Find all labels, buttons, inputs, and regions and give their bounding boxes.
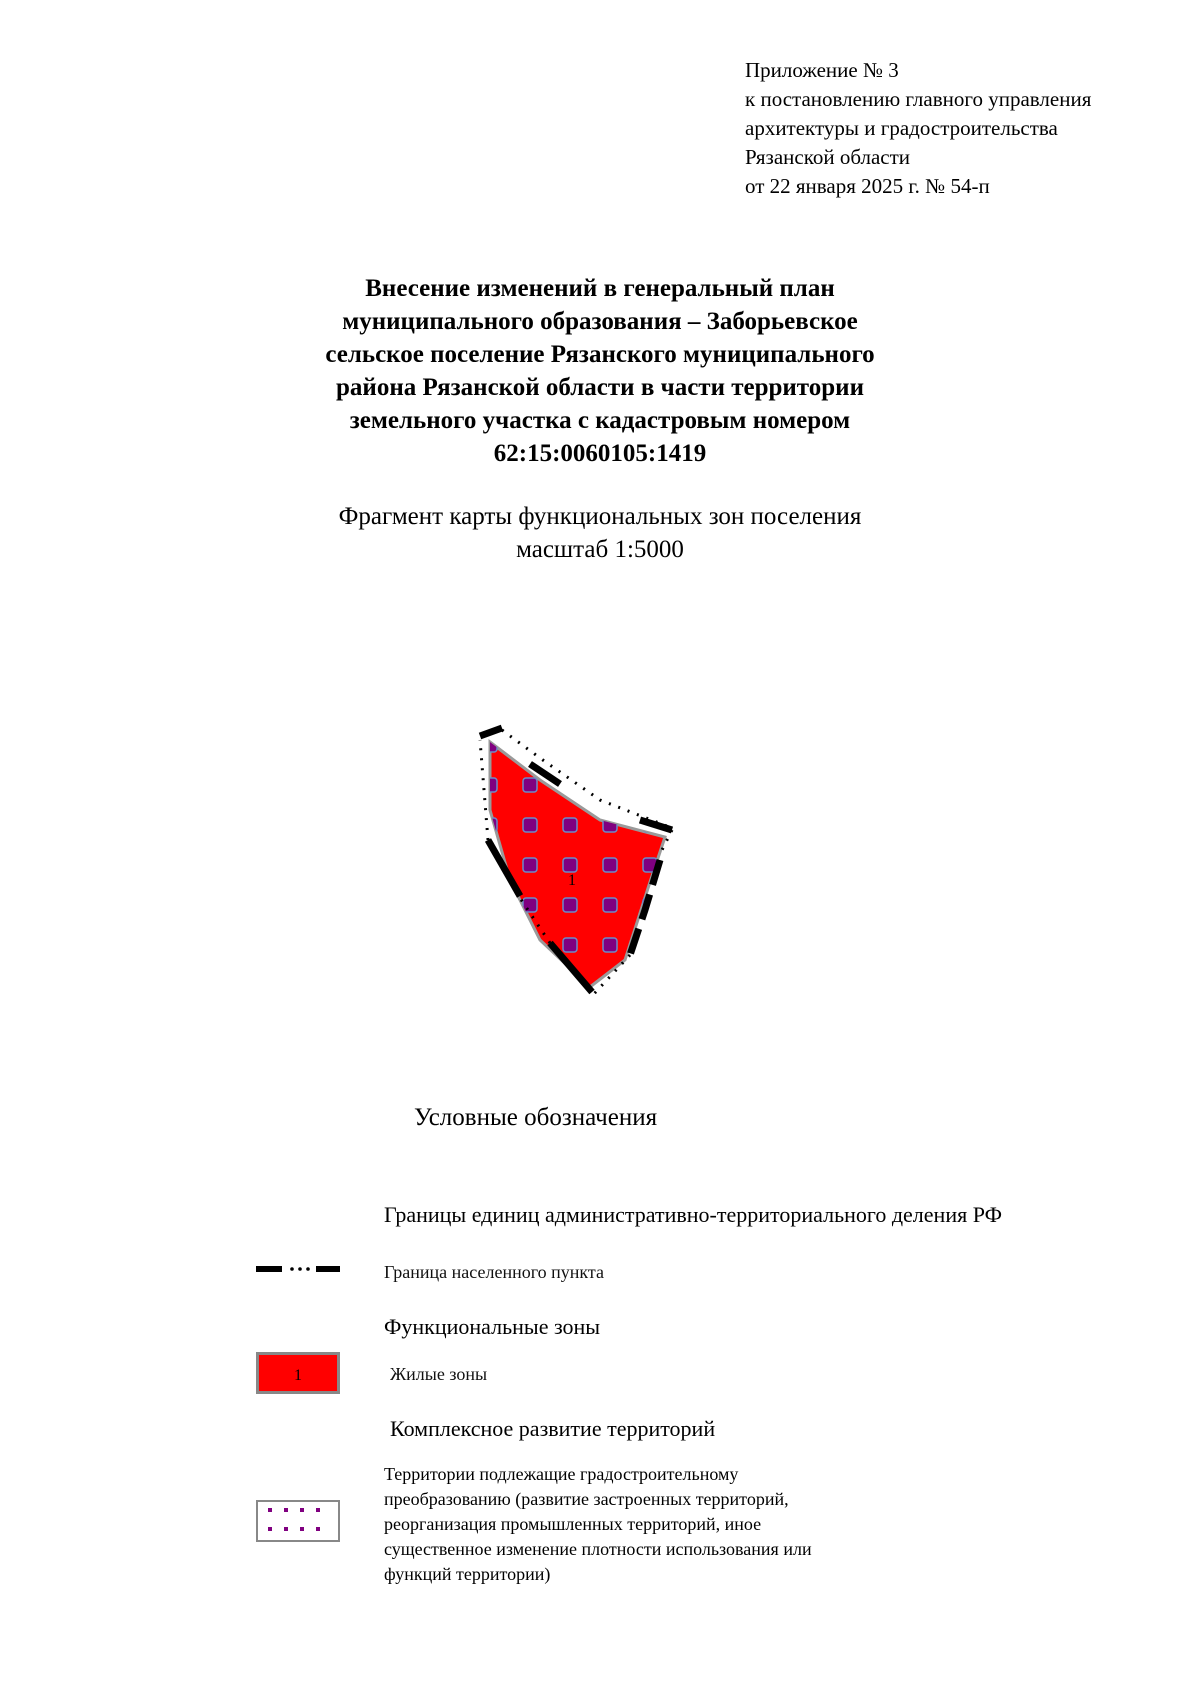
legend-complex-heading: Комплексное развитие территорий [390, 1416, 716, 1441]
development-dot [643, 738, 657, 752]
development-dot [523, 978, 537, 992]
development-dot [683, 818, 697, 832]
map-fragment [440, 700, 740, 1010]
title-line: Внесение изменений в генеральный план [365, 275, 835, 302]
development-dot [563, 858, 577, 872]
development-dot [683, 938, 697, 952]
subtitle-line: масштаб 1:5000 [516, 536, 684, 563]
development-dot [563, 778, 577, 792]
residential-symbol-number: 1 [294, 1367, 302, 1384]
development-dot [483, 898, 497, 912]
development-dot [603, 938, 617, 952]
development-dot [683, 858, 697, 872]
annex-line: архитектуры и градостроительства [745, 116, 1058, 140]
development-dot [523, 818, 537, 832]
development-dot [603, 978, 617, 992]
title-line: муниципального образования – Заборьевское [342, 308, 858, 335]
development-dot [523, 778, 537, 792]
development-dot [523, 858, 537, 872]
zone-number-label: 1 [568, 872, 576, 889]
description-line: существенное изменение плотности использования или [384, 1539, 812, 1559]
development-dot [523, 898, 537, 912]
legend-functional-heading: Функциональные зоны [384, 1314, 601, 1339]
development-dot [563, 738, 577, 752]
subtitle-line: Фрагмент карты функциональных зон поселения [338, 503, 862, 530]
development-dot [563, 818, 577, 832]
development-territory-symbol [256, 1500, 340, 1542]
annex-line: Приложение № 3 [745, 58, 899, 82]
development-dot [683, 898, 697, 912]
development-dot [483, 938, 497, 952]
title-line: района Рязанской области в части территории [336, 374, 864, 401]
development-dot [563, 898, 577, 912]
settlement-boundary-symbol [256, 1262, 340, 1276]
development-dot [563, 938, 577, 952]
legend-admin-heading: Границы единиц административно-территориального деления РФ [384, 1202, 1002, 1227]
development-dot [683, 738, 697, 752]
document-title [200, 272, 1000, 470]
title-line: 62:15:0060105:1419 [493, 440, 707, 467]
annex-line: к постановлению главного управления [745, 87, 1092, 111]
annex-line: Рязанской области [745, 145, 911, 169]
development-dot [603, 898, 617, 912]
development-dot [563, 978, 577, 992]
map-subtitle [200, 500, 1000, 566]
development-dot [643, 778, 657, 792]
development-dot [643, 938, 657, 952]
title-line: земельного участка с кадастровым номером [349, 407, 851, 434]
development-dot [483, 858, 497, 872]
annex-header [745, 56, 1091, 201]
development-dot [603, 738, 617, 752]
description-line: функций территории) [384, 1564, 551, 1584]
residential-zone-label: Жилые зоны [390, 1364, 488, 1384]
development-dot [603, 858, 617, 872]
development-dot [523, 738, 537, 752]
development-territory-description [384, 1462, 904, 1587]
development-dot [643, 978, 657, 992]
development-dot [523, 938, 537, 952]
settlement-boundary-label: Граница населенного пункта [384, 1262, 604, 1282]
title-line: сельское поселение Рязанского муниципального [325, 341, 875, 368]
residential-zone-symbol [256, 1352, 340, 1394]
description-line: реорганизация промышленных территорий, иное [384, 1514, 762, 1534]
legend-title: Условные обозначения [414, 1104, 658, 1131]
description-line: Территории подлежащие градостроительному [384, 1464, 739, 1484]
development-dot [683, 778, 697, 792]
development-dot [603, 778, 617, 792]
description-line: преобразованию (развитие застроенных территорий, [384, 1489, 789, 1509]
annex-line: от 22 января 2025 г. № 54-п [745, 174, 990, 198]
development-dot [483, 978, 497, 992]
development-dot [683, 978, 697, 992]
